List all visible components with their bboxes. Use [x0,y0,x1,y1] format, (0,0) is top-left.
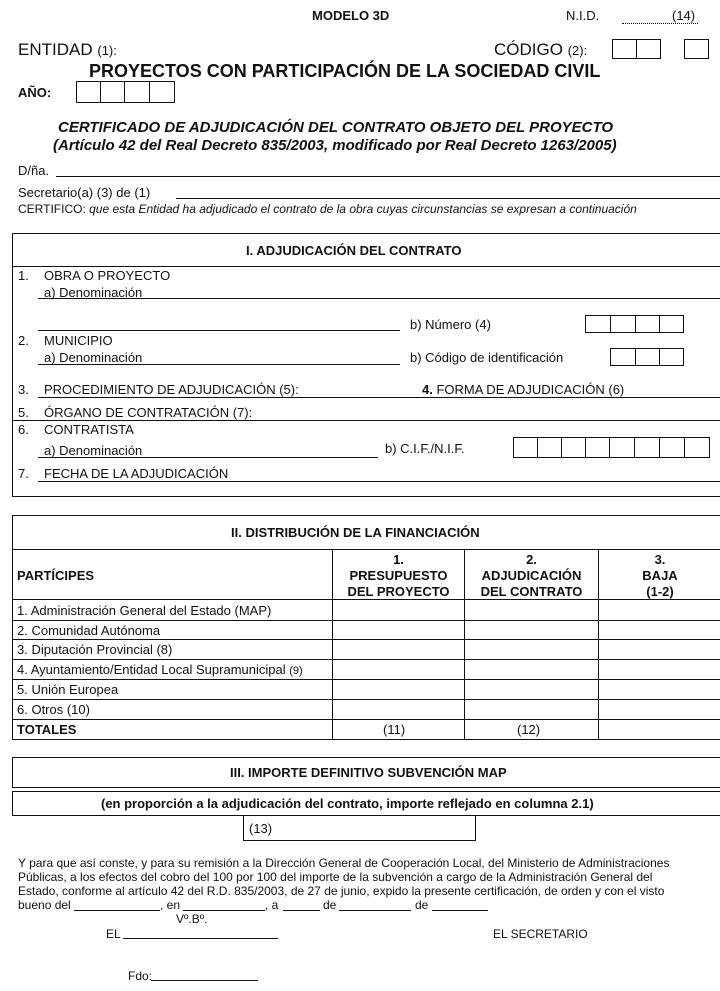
fecha-label: FECHA DE LA ADJUDICACIÓN [44,466,229,481]
forma-label: 4. FORMA DE ADJUDICACIÓN (6) [422,382,625,397]
certifico-text: CERTIFICO: que esta Entidad ha adjudicado el contrato de la obra cuyas circunstancias se expresan a continuación [18,202,637,216]
municipio-label: MUNICIPIO [44,333,113,348]
dna-field[interactable] [56,176,720,177]
codigo-ident-box[interactable] [610,348,636,366]
codigo-identificacion-label: b) Código de identificación [410,350,564,365]
table-row-label: 1. Administración General del Estado (MAP) [17,603,272,618]
organo-label: ÓRGANO DE CONTRATACIÓN (7): [44,405,253,420]
col-adjudicacion-header: 2. ADJUDICACIÓN DEL CONTRATO [480,552,583,599]
visto-bueno-label: Vº.Bº. [176,912,208,926]
section-3-title: III. IMPORTE DEFINITIVO SUBVENCIÓN MAP [230,765,507,780]
municipio-denominacion-label: a) Denominación [44,350,143,365]
en-field[interactable] [183,910,265,911]
section-3-subtitle: (en proporción a la adjudicación del contrato, importe reflejado en columna 2.1) [101,796,594,811]
row-separator [12,679,720,680]
total-adjudicacion-ref: (12) [517,722,541,737]
certificate-title: CERTIFICADO DE ADJUDICACIÓN DEL CONTRATO OBJETO DEL PROYECTO [58,119,614,136]
table-row-label: 2. Comunidad Autónoma [17,623,161,638]
municipio-denominacion-field[interactable] [38,364,400,365]
secretario-label: Secretario(a) (3) de (1) [18,185,151,200]
contratista-denominacion-label: a) Denominación [44,443,143,458]
cif-box[interactable] [634,437,660,458]
totales-label: TOTALES [17,722,77,737]
item-number: 1. [18,268,29,283]
cif-box[interactable] [537,437,562,458]
item-number: 6. [18,422,29,437]
nid-field[interactable] [622,23,698,24]
codigo-box[interactable] [684,39,709,59]
el-field[interactable] [123,938,278,939]
bueno-field[interactable] [74,910,160,911]
item-number: 5. [18,405,29,420]
codigo-box[interactable] [612,39,637,59]
section-divider [12,266,720,267]
mes-field[interactable] [339,910,411,911]
codigo-label: CÓDIGO (2): [494,40,588,59]
row-separator [12,639,720,640]
section-2-title: II. DISTRIBUCIÓN DE LA FINANCIACIÓN [231,525,480,540]
cif-box[interactable] [585,437,610,458]
fdo-label: Fdo: [128,969,153,983]
importe-ref: (13) [249,821,273,836]
ano-label: AÑO: [18,85,52,100]
cif-box[interactable] [513,437,538,458]
item-number: 3. [18,382,29,397]
table-row-label: 4. Ayuntamiento/Entidad Local Supramunicipal (9) [17,662,303,677]
nid-label: N.I.D. [566,8,600,23]
section-divider [12,549,720,550]
de-label-1: de [323,898,337,912]
nid-ref: (14) [672,8,696,23]
contratista-denominacion-field[interactable] [38,457,378,458]
closing-line-3: Estado, conforme al artículo 42 del R.D. 835/2003, de 27 de junio, expido la presente certificación, de orden y con el visto [18,884,665,898]
table-row-label: 5. Unión Europea [17,682,119,697]
ano-box[interactable] [149,81,175,103]
row-separator [12,719,720,720]
col-participes-header: PARTÍCIPES [17,568,95,583]
obra-denominacion-field[interactable] [38,298,720,299]
certificate-subtitle: (Artículo 42 del Real Decreto 835/2003, modificado por Real Decreto 1263/2005) [53,137,617,154]
procedimiento-label: PROCEDIMIENTO DE ADJUDICACIÓN (5): [44,382,299,397]
item-number: 7. [18,466,29,481]
codigo-box[interactable] [636,39,661,59]
secretario-signature-label: EL SECRETARIO [493,927,588,941]
row-separator [12,659,720,660]
ano-box[interactable] [76,81,101,103]
obra-numero-label: b) Número (4) [410,317,491,332]
closing-line-2: Públicas, a los efectos del cobro del 100 por 100 del importe de la subvención a cargo de la Administración General del [18,870,653,884]
de-label-2: de [415,898,429,912]
bueno-label: bueno del [18,898,71,912]
page-title: PROYECTOS CON PARTICIPACIÓN DE LA SOCIEDAD CIVIL [89,61,601,81]
col-baja-header: 3. BAJA (1-2) [642,552,678,599]
fecha-field[interactable] [38,481,720,482]
cif-box[interactable] [561,437,586,458]
col-presupuesto-header: 1. PRESUPUESTO DEL PROYECTO [347,552,450,599]
anio-field[interactable] [432,910,488,911]
cif-label: b) C.I.F./N.I.F. [385,441,465,456]
numero-box[interactable] [635,315,660,333]
table-row-label: 6. Otros (10) [17,702,90,717]
numero-box[interactable] [585,315,611,333]
dia-field[interactable] [283,910,320,911]
codigo-ident-box[interactable] [635,348,660,366]
section-1-title: I. ADJUDICACIÓN DEL CONTRATO [246,243,462,258]
numero-box[interactable] [659,315,684,333]
total-presupuesto-ref: (11) [383,722,406,737]
table-row-label: 3. Diputación Provincial (8) [17,642,173,657]
item-number: 2. [18,333,29,348]
obra-label: OBRA O PROYECTO [44,268,171,283]
obra-denominacion-field-2[interactable] [38,330,400,331]
entidad-label: ENTIDAD (1): [18,40,117,59]
en-label: , en [160,898,181,912]
row-separator [12,699,720,700]
organo-field[interactable] [12,420,720,421]
ano-box[interactable] [100,81,125,103]
row-separator [12,620,720,621]
a-label: , a [265,898,279,912]
procedimiento-field[interactable] [38,397,720,398]
el-label: EL [106,927,121,941]
ano-box[interactable] [124,81,150,103]
model-label: MODELO 3D [312,8,390,23]
cif-box[interactable] [659,437,685,458]
cif-box[interactable] [609,437,635,458]
dna-label: D/ña. [18,163,50,178]
codigo-ident-box[interactable] [659,348,684,366]
closing-line-1: Y para que así conste, y para su remisión a la Dirección General de Cooperación Local, del Ministerio de Administraciones [18,856,670,870]
fdo-field[interactable] [151,980,258,981]
importe-box[interactable] [243,815,476,841]
obra-denominacion-label: a) Denominación [44,285,143,300]
contratista-label: CONTRATISTA [44,422,134,437]
numero-box[interactable] [610,315,636,333]
secretario-field[interactable] [176,198,720,199]
cif-box[interactable] [684,437,710,458]
